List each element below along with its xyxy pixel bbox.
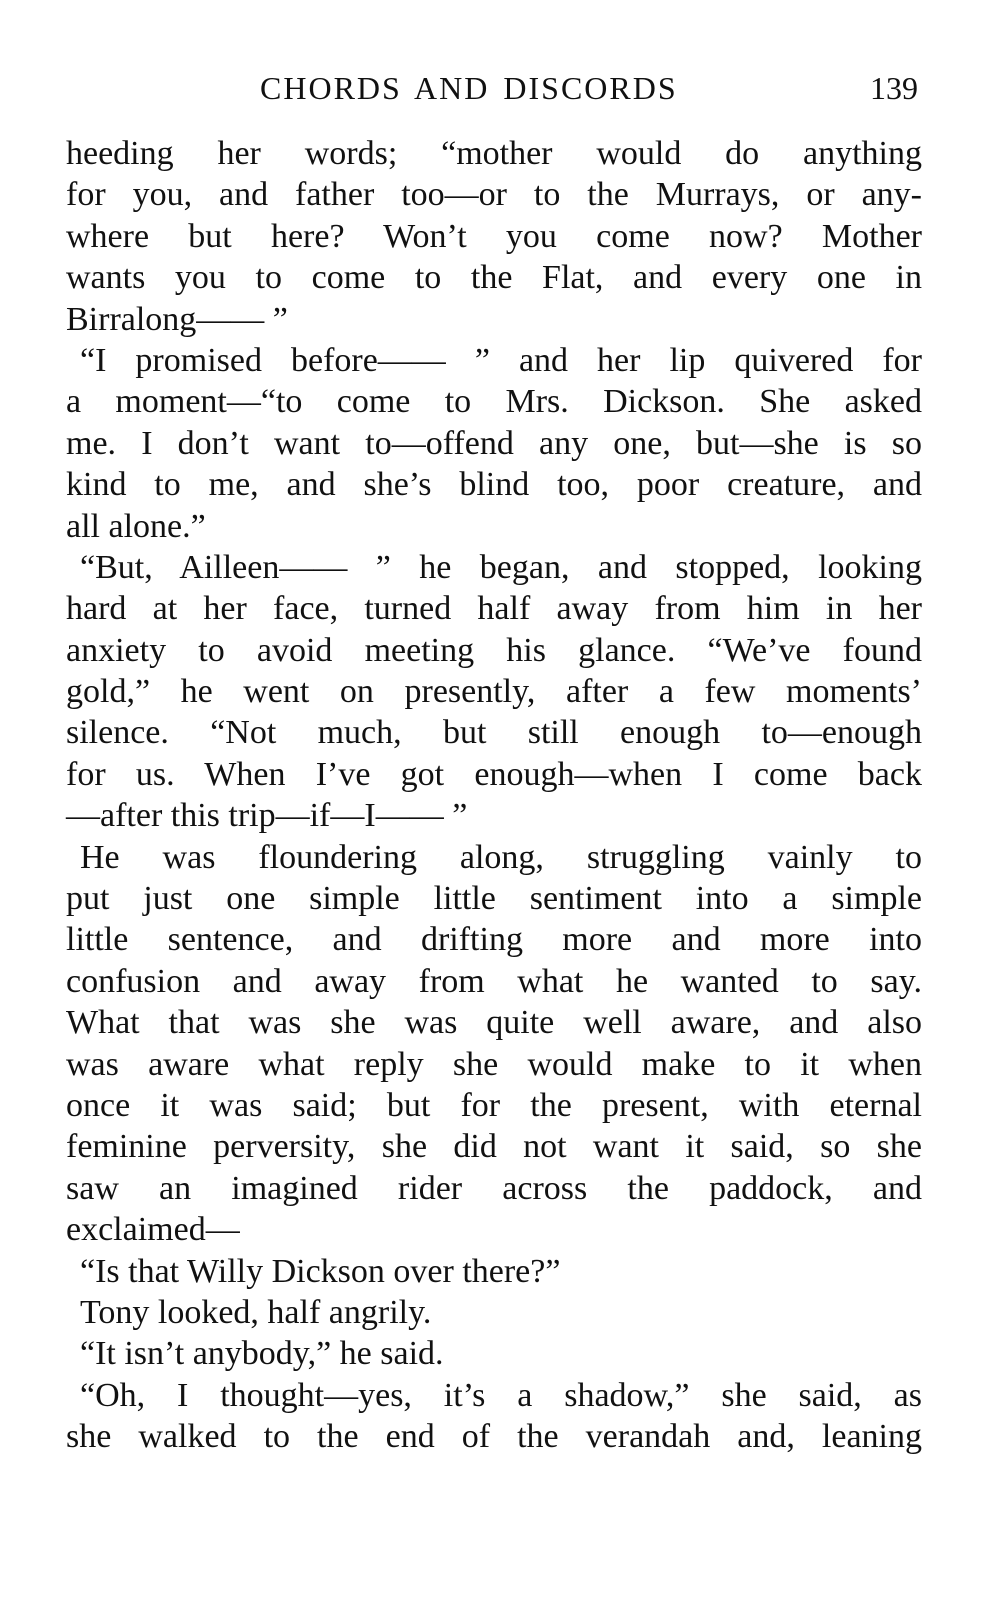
text-line: was aware what reply she would make to it when [66, 1045, 922, 1083]
text-line: exclaimed— [66, 1211, 240, 1249]
text-line: Birralong—— ” [66, 300, 288, 338]
text-line: feminine perversity, she did not want it said, so she [66, 1128, 922, 1166]
text-line: He was floundering along, struggling vainly to [80, 838, 922, 876]
text-line: silence. “Not much, but still enough to—enough [66, 714, 922, 752]
text-line: “But, Ailleen—— ” he began, and stopped, looking [80, 548, 922, 586]
text-line: for us. When I’ve got enough—when I come back [66, 755, 922, 793]
text-line: anxiety to avoid meeting his glance. “We’ve found [66, 631, 922, 669]
text-line: kind to me, and she’s blind too, poor creature, and [66, 466, 922, 504]
text-line: —after this trip—if—I—— ” [66, 797, 468, 835]
text-line: “Oh, I thought—yes, it’s a shadow,” she said, as [80, 1376, 922, 1414]
text-line: little sentence, and drifting more and more into [66, 921, 922, 959]
text-line: for you, and father too—or to the Murrays, or any- [66, 176, 922, 214]
text-line: What that was she was quite well aware, and also [66, 1004, 922, 1042]
page-number: 139 [870, 70, 918, 106]
text-line: me. I don’t want to—offend any one, but—she is so [66, 424, 922, 462]
text-line: saw an imagined rider across the paddock, and [66, 1169, 922, 1207]
text-line: she walked to the end of the verandah and, leaning [66, 1418, 922, 1456]
text-line: gold,” he went on presently, after a few moments’ [66, 673, 922, 711]
text-line: all alone.” [66, 507, 206, 545]
text-line: where but here? Won’t you come now? Mother [66, 217, 922, 255]
running-title: CHORDS AND DISCORDS [260, 70, 678, 106]
text-line: confusion and away from what he wanted to say. [66, 962, 922, 1000]
text-line: “I promised before—— ” and her lip quivered for [80, 341, 922, 379]
text-line: “It isn’t anybody,” he said. [80, 1335, 444, 1373]
text-line: hard at her face, turned half away from him in her [66, 590, 922, 628]
body-text [66, 133, 922, 1458]
page-header [68, 70, 918, 114]
text-line: put just one simple little sentiment into a simple [66, 880, 922, 918]
text-line: wants you to come to the Flat, and every one in [66, 259, 922, 297]
text-line: Tony looked, half angrily. [80, 1293, 432, 1331]
text-line: a moment—“to come to Mrs. Dickson. She asked [66, 383, 922, 421]
text-line: heeding her words; “mother would do anything [66, 135, 922, 172]
text-line: once it was said; but for the present, with eternal [66, 1086, 922, 1124]
text-line: “Is that Willy Dickson over there?” [80, 1252, 561, 1290]
